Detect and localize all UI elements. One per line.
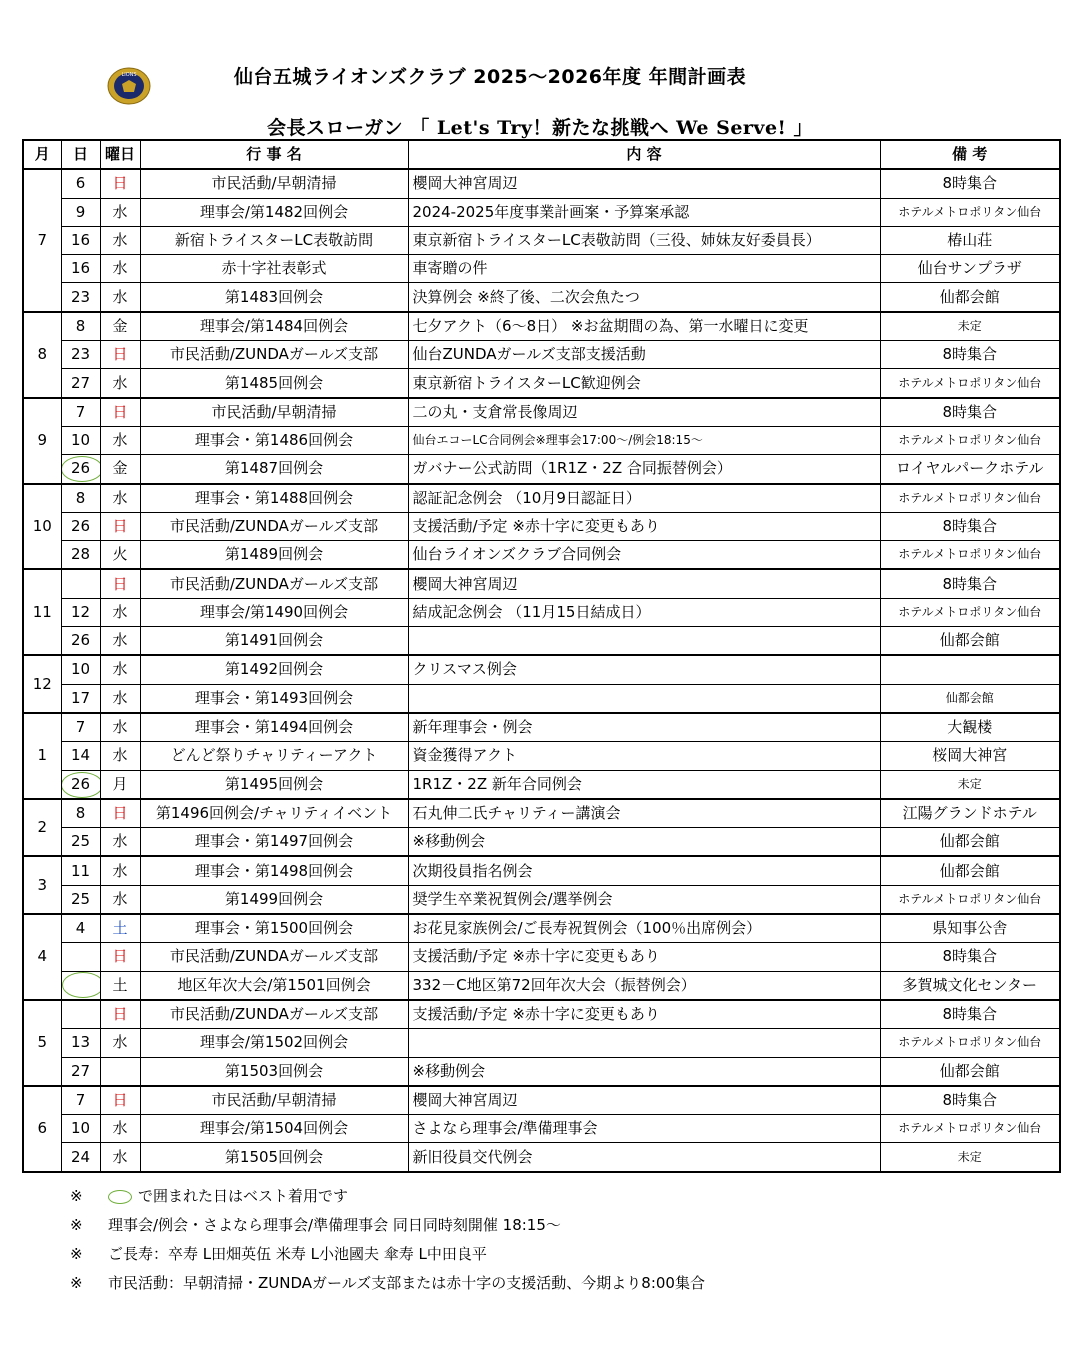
content-cell: 支援活動/予定 ※赤十字に変更もあり [408,943,880,971]
content-cell: 支援活動/予定 ※赤十字に変更もあり [408,1000,880,1029]
remarks-cell: 8時集合 [880,943,1060,971]
content-cell: ※移動例会 [408,828,880,857]
weekday-cell: 水 [100,684,140,713]
table-row [23,198,1060,226]
remarks-cell: ロイヤルパークホテル [880,455,1060,484]
day-cell: 23 [61,341,100,369]
content-cell: ※移動例会 [408,1057,880,1086]
table-row [23,914,1060,943]
weekday-cell: 水 [100,885,140,914]
remarks-cell: ホテルメトロポリタン仙台 [880,885,1060,914]
remarks-cell: 仙都会館 [880,1057,1060,1086]
table-row [23,1143,1060,1172]
month-cell: 12 [23,655,61,713]
table-row [23,1086,1060,1115]
content-cell: 石丸伸二氏チャリティー講演会 [408,799,880,828]
remarks-cell: ホテルメトロポリタン仙台 [880,426,1060,454]
content-cell: 二の丸・支倉常長像周辺 [408,398,880,427]
weekday-cell: 水 [100,1115,140,1143]
content-cell: 2024-2025年度事業計画案・予算案承認 [408,198,880,226]
green-oval-icon [108,1190,132,1204]
weekday-cell: 水 [100,1143,140,1172]
remarks-cell: 仙都会館 [880,627,1060,656]
day-cell: 17 [61,684,100,713]
table-row [23,684,1060,713]
event-name-cell: 第1505回例会 [140,1143,408,1172]
table-row [23,541,1060,570]
event-name-cell: 理事会/第1482回例会 [140,198,408,226]
content-cell: クリスマス例会 [408,655,880,684]
remarks-cell: ホテルメトロポリタン仙台 [880,598,1060,626]
remarks-cell: 8時集合 [880,512,1060,540]
table-row [23,341,1060,369]
day-cell [61,770,100,799]
remarks-cell: 8時集合 [880,398,1060,427]
day-cell [61,943,100,971]
event-name-cell: 赤十字社表彰式 [140,255,408,283]
table-row [23,398,1060,427]
event-name-cell: 第1496回例会/チャリティイベント [140,799,408,828]
table-row [23,655,1060,684]
month-cell: 10 [23,484,61,570]
event-name-cell: 理事会・第1486回例会 [140,426,408,454]
footnote-text: 理事会/例会・さよなら理事会/準備理事会 同日同時刻開催 18:15～ [108,1216,561,1234]
table-row [23,255,1060,283]
remarks-cell: 桜岡大神宮 [880,742,1060,770]
event-name-cell: どんど祭りチャリティーアクト [140,742,408,770]
remarks-cell: ホテルメトロポリタン仙台 [880,1115,1060,1143]
weekday-cell: 水 [100,426,140,454]
event-name-cell: 市民活動/ZUNDAガールズ支部 [140,1000,408,1029]
table-row [23,885,1060,914]
page-title: 仙台五城ライオンズクラブ 2025～2026年度 年間計画表 [233,66,747,88]
remarks-cell: 未定 [880,1143,1060,1172]
footnote-text: ご長寿：卒寿 L田畑英伍 米寿 L小池國夫 傘寿 L中田良平 [108,1245,487,1263]
remarks-cell: ホテルメトロポリタン仙台 [880,541,1060,570]
weekday-cell: 日 [100,341,140,369]
content-cell: 櫻岡大神宮周辺 [408,569,880,598]
event-name-cell: 第1491回例会 [140,627,408,656]
remarks-cell: 未定 [880,770,1060,799]
remarks-cell: 8時集合 [880,169,1060,198]
table-row [23,742,1060,770]
day-cell: 12 [61,598,100,626]
content-cell: 東京新宿トライスターLC表敬訪問（三役、姉妹友好委員長） [408,226,880,254]
table-row [23,512,1060,540]
day-cell: 10 [61,655,100,684]
weekday-cell: 水 [100,1029,140,1057]
content-cell: 新年理事会・例会 [408,713,880,742]
event-name-cell: 第1492回例会 [140,655,408,684]
table-body [23,169,1060,1171]
event-name-cell: 理事会・第1488回例会 [140,484,408,513]
weekday-cell: 水 [100,742,140,770]
president-slogan [160,113,920,140]
day-cell: 8 [61,484,100,513]
day-cell [61,569,100,598]
content-cell: 332－C地区第72回年次大会（振替例会） [408,971,880,1000]
weekday-cell: 月 [100,770,140,799]
remarks-cell: 仙都会館 [880,856,1060,885]
table-row [23,799,1060,828]
footnote [70,1240,705,1269]
month-cell: 5 [23,1000,61,1086]
content-cell: 次期役員指名例会 [408,856,880,885]
event-name-cell: 理事会・第1498回例会 [140,856,408,885]
event-name-cell: 市民活動/ZUNDAガールズ支部 [140,569,408,598]
header-event: 行 事 名 [140,140,408,169]
content-cell: 結成記念例会 （11月15日結成日） [408,598,880,626]
weekday-cell: 土 [100,914,140,943]
day-cell: 27 [61,1057,100,1086]
logo-text: LIONS [121,72,137,78]
month-cell: 3 [23,856,61,914]
table-row [23,455,1060,484]
table-row [23,627,1060,656]
content-cell: 櫻岡大神宮周辺 [408,1086,880,1115]
month-cell: 8 [23,312,61,398]
slogan-latin2: We Serve! [669,117,794,139]
weekday-cell: 日 [100,398,140,427]
day-cell [61,455,100,484]
content-cell: お花見家族例会/ご長寿祝賀例会（100％出席例会） [408,914,880,943]
remarks-cell: 県知事公舎 [880,914,1060,943]
remarks-cell: 8時集合 [880,1000,1060,1029]
table-row [23,484,1060,513]
annual-plan-table [22,139,1061,1173]
day-cell: 7 [61,398,100,427]
event-name-cell: 第1489回例会 [140,541,408,570]
vest-day-circle-mark [62,972,101,998]
table-row [23,828,1060,857]
month-cell: 4 [23,914,61,1000]
weekday-cell [100,1057,140,1086]
table-row [23,569,1060,598]
month-cell: 9 [23,398,61,484]
table-row [23,713,1060,742]
content-cell: 新旧役員交代例会 [408,1143,880,1172]
slogan-suffix: 」 [793,117,814,139]
footnotes [70,1182,705,1298]
day-cell: 7 [61,713,100,742]
remarks-cell: 未定 [880,312,1060,341]
header-content: 内 容 [408,140,880,169]
event-name-cell: 理事会/第1484回例会 [140,312,408,341]
day-cell: 25 [61,885,100,914]
content-cell: 認証記念例会 （10月9日認証日） [408,484,880,513]
header-remarks: 備 考 [880,140,1060,169]
weekday-cell: 土 [100,971,140,1000]
weekday-cell: 金 [100,312,140,341]
day-cell: 25 [61,828,100,857]
event-name-cell: 新宿トライスターLC表敬訪問 [140,226,408,254]
day-cell: 23 [61,283,100,312]
weekday-cell: 日 [100,512,140,540]
weekday-cell: 日 [100,1000,140,1029]
remarks-cell: 8時集合 [880,341,1060,369]
remarks-cell: ホテルメトロポリタン仙台 [880,484,1060,513]
remarks-cell: 多賀城文化センター [880,971,1060,1000]
remarks-cell: ホテルメトロポリタン仙台 [880,1029,1060,1057]
header-weekday: 曜日 [100,140,140,169]
weekday-cell: 水 [100,255,140,283]
weekday-cell: 水 [100,198,140,226]
weekday-cell: 水 [100,484,140,513]
weekday-cell: 水 [100,369,140,398]
weekday-cell: 日 [100,569,140,598]
month-cell: 2 [23,799,61,857]
content-cell: 決算例会 ※終了後、二次会魚たつ [408,283,880,312]
day-cell: 13 [61,1029,100,1057]
weekday-cell: 水 [100,283,140,312]
content-cell: 1R1Z・2Z 新年合同例会 [408,770,880,799]
remarks-cell [880,655,1060,684]
event-name-cell: 第1485回例会 [140,369,408,398]
table-row [23,369,1060,398]
footnote-mark: ※ [70,1216,83,1234]
day-cell: 14 [61,742,100,770]
weekday-cell: 金 [100,455,140,484]
event-name-cell: 理事会・第1494回例会 [140,713,408,742]
day-cell: 27 [61,369,100,398]
day-cell: 8 [61,799,100,828]
event-name-cell: 第1487回例会 [140,455,408,484]
day-cell: 6 [61,169,100,198]
event-name-cell: 第1495回例会 [140,770,408,799]
weekday-cell: 水 [100,856,140,885]
month-cell: 11 [23,569,61,655]
table-row [23,283,1060,312]
day-cell: 9 [61,198,100,226]
event-name-cell: 地区年次大会/第1501回例会 [140,971,408,1000]
weekday-cell: 水 [100,828,140,857]
content-cell: ガバナー公式訪問（1R1Z・2Z 合同振替例会） [408,455,880,484]
event-name-cell: 市民活動/早朝清掃 [140,169,408,198]
event-name-cell: 第1503回例会 [140,1057,408,1086]
content-cell: 資金獲得アクト [408,742,880,770]
table-row [23,971,1060,1000]
day-cell: 26 [61,512,100,540]
content-cell: 七夕アクト（6～8日） ※お盆期間の為、第一水曜日に変更 [408,312,880,341]
vest-day-circled: 26 [71,771,90,798]
table-row [23,943,1060,971]
header-day: 日 [61,140,100,169]
day-cell [61,1000,100,1029]
vest-day-circled: 26 [71,455,90,482]
weekday-cell: 火 [100,541,140,570]
day-cell: 8 [61,312,100,341]
footnote-text: 市民活動：早朝清掃・ZUNDAガールズ支部または赤十字の支援活動、今期より8:00集合 [108,1274,705,1292]
footnote-text: で囲まれた日はベスト着用です [138,1187,349,1205]
table-row [23,426,1060,454]
content-cell [408,684,880,713]
table-row [23,1057,1060,1086]
event-name-cell: 理事会/第1490回例会 [140,598,408,626]
slogan-prefix: 会長スローガン 「 [266,117,430,139]
table-row [23,856,1060,885]
day-cell: 16 [61,226,100,254]
footnote-mark: ※ [70,1245,83,1263]
remarks-cell: 江陽グランドホテル [880,799,1060,828]
footnote [70,1182,705,1211]
content-cell: 仙台エコーLC合同例会※理事会17:00～/例会18:15～ [408,426,880,454]
day-cell: 7 [61,1086,100,1115]
month-cell: 7 [23,169,61,311]
day-cell: 26 [61,627,100,656]
footnote-mark: ※ [70,1274,83,1292]
event-name-cell: 第1483回例会 [140,283,408,312]
event-name-cell: 市民活動/ZUNDAガールズ支部 [140,512,408,540]
remarks-cell: 仙都会館 [880,283,1060,312]
weekday-cell: 水 [100,226,140,254]
event-name-cell: 理事会・第1493回例会 [140,684,408,713]
weekday-cell: 水 [100,598,140,626]
event-name-cell: 理事会・第1497回例会 [140,828,408,857]
table-row [23,312,1060,341]
footnote [70,1269,705,1298]
content-cell: 櫻岡大神宮周辺 [408,169,880,198]
weekday-cell: 水 [100,627,140,656]
event-name-cell: 市民活動/ZUNDAガールズ支部 [140,943,408,971]
content-cell [408,627,880,656]
remarks-cell: 大観楼 [880,713,1060,742]
remarks-cell: 仙都会館 [880,684,1060,713]
event-name-cell: 市民活動/ZUNDAガールズ支部 [140,341,408,369]
day-cell: 28 [61,541,100,570]
event-name-cell: 理事会/第1502回例会 [140,1029,408,1057]
table-row [23,598,1060,626]
footnote-mark: ※ [70,1187,83,1205]
table-row [23,169,1060,198]
weekday-cell: 日 [100,169,140,198]
day-cell: 10 [61,1115,100,1143]
day-cell: 11 [61,856,100,885]
weekday-cell: 日 [100,799,140,828]
weekday-cell: 日 [100,1086,140,1115]
remarks-cell: 仙都会館 [880,828,1060,857]
event-name-cell: 市民活動/早朝清掃 [140,1086,408,1115]
table-row [23,1000,1060,1029]
table-row [23,226,1060,254]
header-month: 月 [23,140,61,169]
table-header-row [23,140,1060,169]
event-name-cell: 理事会/第1504回例会 [140,1115,408,1143]
content-cell: 車寄贈の件 [408,255,880,283]
weekday-cell: 日 [100,943,140,971]
lions-club-logo [106,66,152,106]
content-cell: 仙台ZUNDAガールズ支部支援活動 [408,341,880,369]
month-cell: 6 [23,1086,61,1172]
content-cell: 仙台ライオンズクラブ合同例会 [408,541,880,570]
day-cell: 24 [61,1143,100,1172]
content-cell [408,1029,880,1057]
content-cell: 支援活動/予定 ※赤十字に変更もあり [408,512,880,540]
event-name-cell: 理事会・第1500回例会 [140,914,408,943]
content-cell: 奨学生卒業祝賀例会/選挙例会 [408,885,880,914]
table-row [23,1029,1060,1057]
weekday-cell: 水 [100,655,140,684]
remarks-cell: 8時集合 [880,1086,1060,1115]
day-cell: 10 [61,426,100,454]
remarks-cell: 8時集合 [880,569,1060,598]
day-cell: 4 [61,914,100,943]
event-name-cell: 第1499回例会 [140,885,408,914]
event-name-cell: 市民活動/早朝清掃 [140,398,408,427]
remarks-cell: 仙台サンプラザ [880,255,1060,283]
month-cell: 1 [23,713,61,799]
content-cell: 東京新宿トライスターLC歓迎例会 [408,369,880,398]
remarks-cell: ホテルメトロポリタン仙台 [880,198,1060,226]
remarks-cell: 椿山荘 [880,226,1060,254]
remarks-cell: ホテルメトロポリタン仙台 [880,369,1060,398]
day-cell: 16 [61,255,100,283]
slogan-latin1: Let's Try！ [429,117,552,139]
slogan-mid: 新たな挑戦へ [551,117,669,139]
weekday-cell: 水 [100,713,140,742]
table-row [23,770,1060,799]
table-row [23,1115,1060,1143]
day-cell [61,971,100,1000]
content-cell: さよなら理事会/準備理事会 [408,1115,880,1143]
footnote [70,1211,705,1240]
